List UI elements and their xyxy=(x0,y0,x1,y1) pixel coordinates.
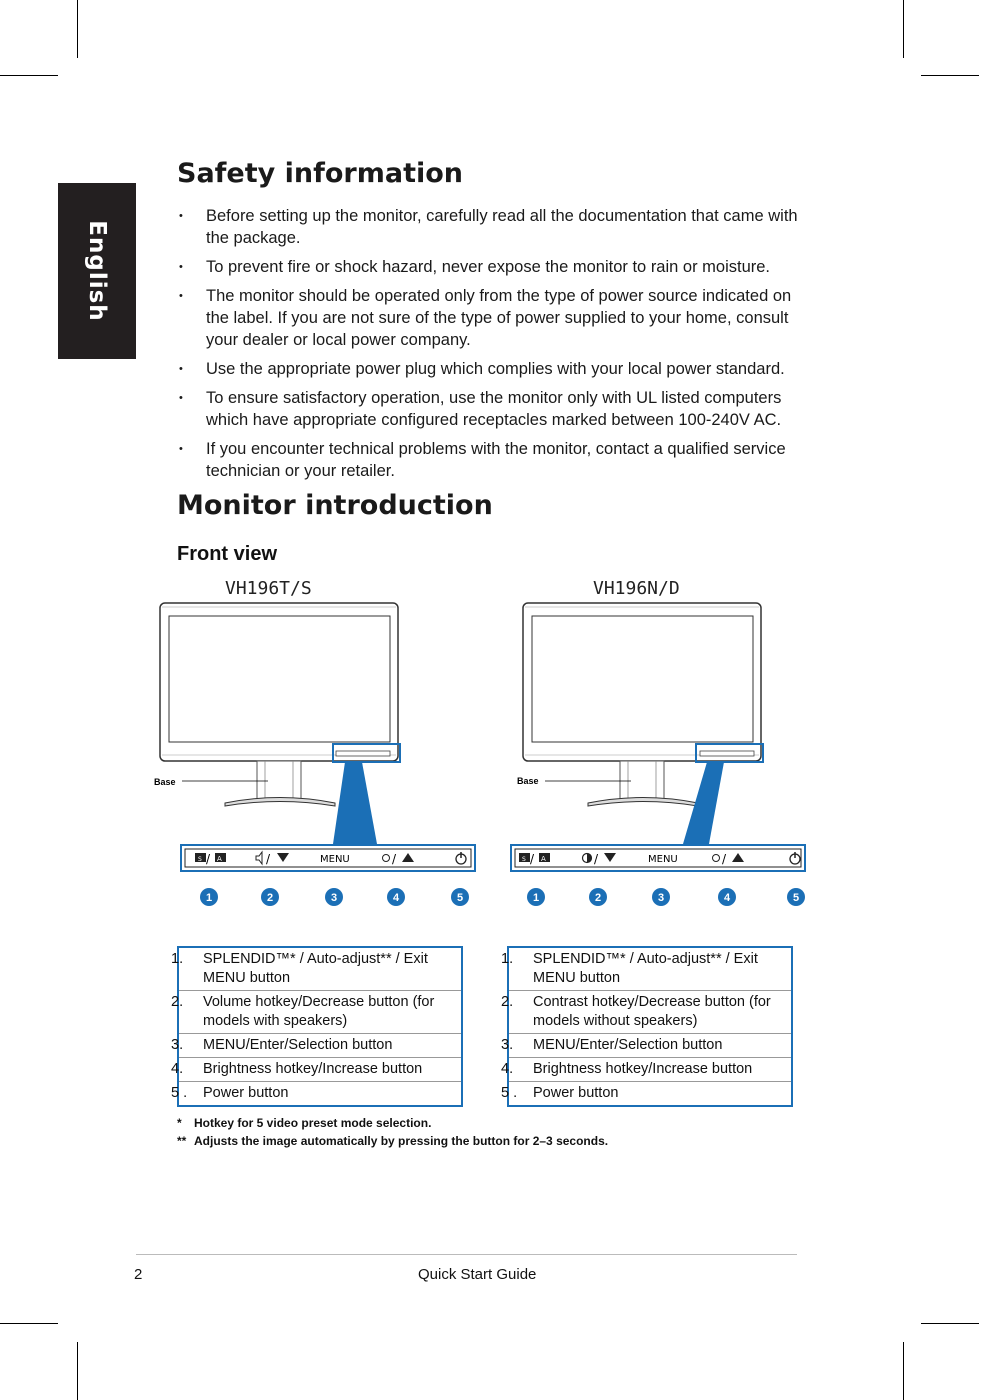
intro-title: Monitor introduction xyxy=(177,490,493,521)
menu-text-left: MENU xyxy=(320,854,350,865)
footer-rule xyxy=(136,1254,797,1255)
table-cell: 4. Brightness hotkey/Increase button xyxy=(178,1058,462,1082)
safety-item: • Use the appropriate power plug which complies with your local power standard. xyxy=(177,358,817,380)
table-cell: 2. Volume hotkey/Decrease button (for models with speakers) xyxy=(178,991,462,1034)
number-marker-text: 4 xyxy=(723,892,731,904)
menu-text-right: MENU xyxy=(648,854,678,865)
safety-item: • The monitor should be operated only from the type of power source indicated on the label. If you are not sure of the type of power supplied to your home, consult your dealer or local power company. xyxy=(177,285,817,351)
base-label-left: Base xyxy=(154,777,176,787)
number-marker-text: 5 xyxy=(792,892,800,904)
svg-text:S: S xyxy=(522,856,526,863)
table-cell: 1. SPLENDID™* / Auto-adjust** / Exit MENU button xyxy=(501,951,758,986)
table-cell: 1. SPLENDID™* / Auto-adjust** / Exit MENU button xyxy=(171,951,428,986)
language-tab-label: English xyxy=(84,220,110,322)
svg-text:/: / xyxy=(722,852,727,866)
number-marker-text: 2 xyxy=(266,892,274,904)
button-panel-left xyxy=(181,845,475,871)
number-marker-text: 1 xyxy=(205,892,213,904)
safety-item: • Before setting up the monitor, carefully read all the documentation that came with the package. xyxy=(177,205,817,249)
button-panel-right xyxy=(511,845,805,871)
number-marker-text: 5 xyxy=(456,892,464,904)
button-description-table-left xyxy=(171,946,463,1107)
number-marker-text: 3 xyxy=(330,892,338,904)
page-number: 2 xyxy=(134,1266,143,1283)
number-marker-text: 4 xyxy=(392,892,400,904)
table-row xyxy=(508,947,792,991)
svg-text:/: / xyxy=(266,852,271,866)
table-row xyxy=(178,947,462,991)
table-cell: 3. MENU/Enter/Selection button xyxy=(508,1034,792,1058)
table-cell: 5 . Power button xyxy=(508,1082,792,1107)
safety-item: • To ensure satisfactory operation, use the monitor only with UL listed computers which have appropriate configured receptacles marked between 100-240V AC. xyxy=(177,387,817,431)
button-description-table-right xyxy=(501,946,793,1107)
safety-title: Safety information xyxy=(177,158,464,189)
table-row xyxy=(508,991,792,1034)
table-cell: 2. Contrast hotkey/Decrease button (for models without speakers) xyxy=(508,991,792,1034)
svg-text:/: / xyxy=(530,852,535,866)
svg-text:A: A xyxy=(217,855,222,863)
table-row xyxy=(178,991,462,1034)
base-label-right: Base xyxy=(517,776,539,786)
table-row xyxy=(508,1058,792,1082)
crop-mark xyxy=(0,1323,58,1324)
svg-text:/: / xyxy=(206,852,211,866)
table-row xyxy=(178,1034,462,1058)
monitor-right xyxy=(523,603,761,806)
crop-mark xyxy=(903,1342,904,1400)
table-row xyxy=(508,1082,792,1107)
safety-item: • To prevent fire or shock hazard, never expose the monitor to rain or moisture. xyxy=(177,256,817,278)
crop-mark xyxy=(77,1342,78,1400)
model-name-left: VH196T/S xyxy=(225,578,312,599)
model-name-right: VH196N/D xyxy=(593,578,680,599)
table-cell: 5 . Power button xyxy=(178,1082,462,1107)
table-cell: 4. Brightness hotkey/Increase button xyxy=(508,1058,792,1082)
number-marker-text: 1 xyxy=(532,892,540,904)
svg-text:S: S xyxy=(198,856,202,863)
guide-title: Quick Start Guide xyxy=(418,1266,537,1283)
number-marker-text: 2 xyxy=(594,892,602,904)
table-row xyxy=(508,1034,792,1058)
table-cell: 3. MENU/Enter/Selection button xyxy=(178,1034,462,1058)
crop-mark xyxy=(921,1323,979,1324)
number-markers-left xyxy=(200,888,469,906)
table-row xyxy=(178,1082,462,1107)
footnote: * Hotkey for 5 video preset mode selection. xyxy=(177,1116,432,1130)
svg-text:/: / xyxy=(594,852,599,866)
table-row xyxy=(178,1058,462,1082)
svg-text:/: / xyxy=(392,852,397,866)
svg-text:A: A xyxy=(541,855,546,863)
number-marker-text: 3 xyxy=(657,892,665,904)
front-view-subtitle: Front view xyxy=(177,543,278,565)
safety-item: • If you encounter technical problems with the monitor, contact a qualified service technician or your retailer. xyxy=(177,438,817,482)
number-markers-right xyxy=(527,888,805,906)
footnote: ** Adjusts the image automatically by pressing the button for 2–3 seconds. xyxy=(177,1134,609,1148)
callout-beam-left xyxy=(333,762,377,844)
